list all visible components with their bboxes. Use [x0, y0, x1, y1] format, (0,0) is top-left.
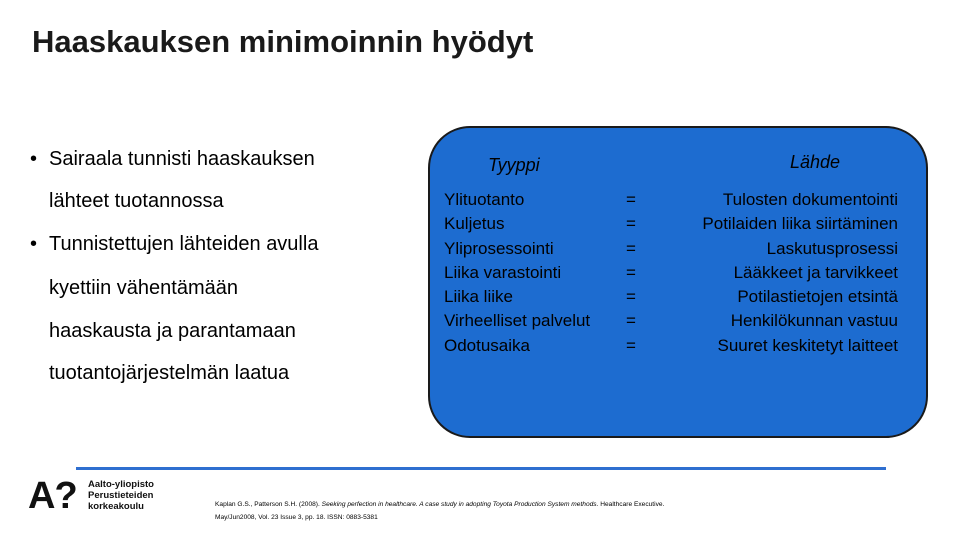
- equals-sign: =: [626, 190, 636, 209]
- citation: [215, 498, 795, 524]
- source-item: Suuret keskitetyt laitteet: [717, 335, 898, 355]
- equals-sign: =: [626, 311, 636, 331]
- source-item: Laskutusprosessi: [766, 238, 898, 258]
- logo-mark: A?: [28, 475, 77, 517]
- bullet-text: Tunnistettujen lähteiden avulla: [49, 233, 319, 255]
- citation-authors: Kaplan G.S., Patterson S.H. (2008).: [215, 501, 320, 508]
- source-column-header: Lähde: [790, 152, 841, 172]
- source-item: Potilaiden liika siirtäminen: [702, 214, 898, 234]
- slide-title: Haaskauksen minimoinnin hyödyt: [32, 24, 534, 59]
- bullet-text: Sairaala tunnisti haaskauksen: [49, 148, 315, 170]
- equals-sign: =: [626, 287, 636, 307]
- equals-sign: =: [626, 262, 636, 282]
- logo-wordmark: [88, 479, 154, 512]
- type-column-header: Tyyppi: [488, 155, 540, 175]
- type-item: Yliprosessointi: [444, 238, 554, 258]
- citation-issue: May/Jun2008, Vol. 23 Issue 3, pp. 18. ISSN: 0883-5381: [215, 514, 378, 521]
- bullet-marker: •: [30, 148, 38, 170]
- waste-types-panel: [428, 126, 928, 438]
- type-item: Kuljetus: [444, 214, 505, 234]
- equals-sign: =: [626, 214, 636, 234]
- type-item: Liika liike: [444, 287, 513, 307]
- aalto-logo: [28, 474, 208, 518]
- footer-divider: [76, 467, 886, 470]
- source-item: Potilastietojen etsintä: [737, 287, 898, 307]
- bullet-text: haaskausta ja parantamaan: [49, 320, 296, 342]
- bullet-text: lähteet tuotannossa: [49, 190, 224, 212]
- logo-line: Aalto-yliopisto: [88, 479, 154, 490]
- citation-title: Seeking perfection in healthcare. A case study in adopting Toyota Production System methods.: [321, 501, 599, 508]
- citation-journal: Healthcare Executive.: [600, 501, 665, 508]
- logo-line: korkeakoulu: [88, 501, 144, 512]
- source-item: Henkilökunnan vastuu: [730, 311, 898, 331]
- type-item: Odotusaika: [444, 335, 530, 355]
- source-item: Lääkkeet ja tarvikkeet: [733, 262, 898, 282]
- source-column: [702, 188, 898, 358]
- source-item: Tulosten dokumentointi: [722, 190, 898, 209]
- logo-line: Perustieteiden: [88, 490, 154, 501]
- bullet-text: tuotantojärjestelmän laatua: [49, 362, 290, 384]
- type-item: Ylituotanto: [444, 190, 525, 209]
- bullet-text: kyettiin vähentämään: [49, 277, 239, 299]
- type-item: Liika varastointi: [444, 262, 562, 282]
- equals-sign: =: [626, 335, 636, 355]
- type-column: [444, 188, 590, 358]
- type-item: Virheelliset palvelut: [444, 311, 591, 331]
- bullet-marker: •: [30, 233, 38, 255]
- equals-column: [624, 188, 638, 358]
- equals-sign: =: [626, 238, 636, 258]
